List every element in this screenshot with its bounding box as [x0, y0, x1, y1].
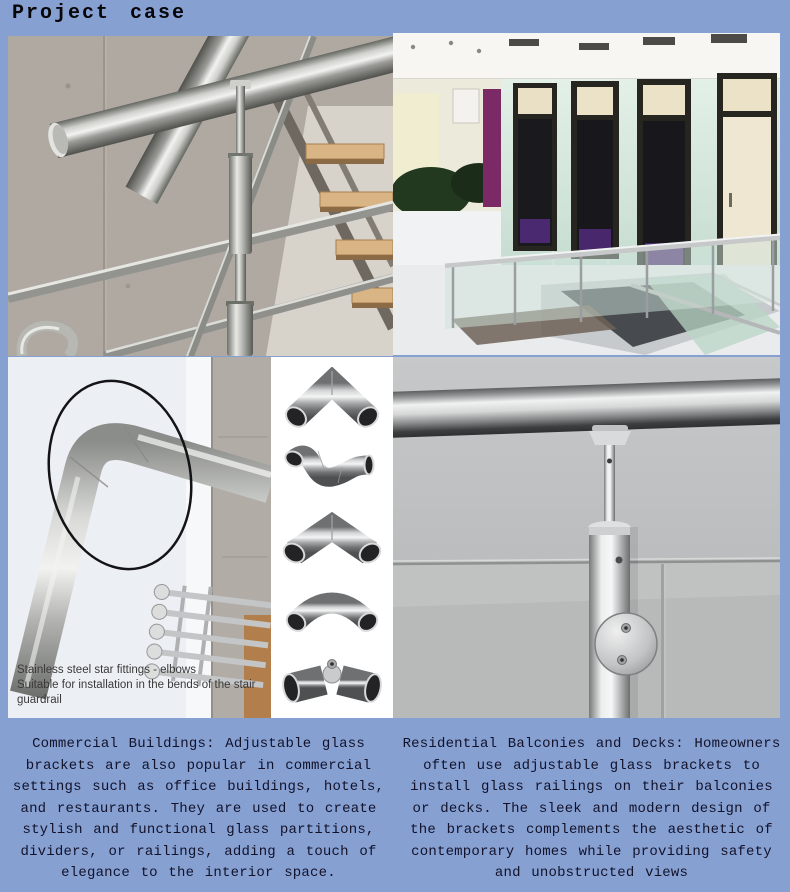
- photo-glass-clamp-post: [393, 357, 780, 718]
- photo-caption-line1: Stainless steel star fittings - elbows: [17, 664, 196, 676]
- elbow-fittings-column: [271, 357, 393, 718]
- description-text-row: [0, 718, 790, 885]
- elbow-fitting-3: [280, 507, 384, 569]
- page-title: Project case: [12, 2, 187, 25]
- interior-illustration: [393, 33, 780, 355]
- photo-caption: [17, 663, 271, 708]
- photo-stair-handrail: [8, 36, 393, 356]
- photo-caption-line2: Suitable for installation in the bends of the stair guardrail: [17, 679, 256, 706]
- glass-clamp-illustration: [393, 357, 780, 718]
- paragraph-commercial: Commercial Buildings: Adjustable glass brackets are also popular in commercial settings such as office buildings, hotels, and restaurants. They are used to create stylish and functional glass partitions, dividers, or railings, adding a touch of elegance to the interior space.: [12, 736, 385, 881]
- photo-glass-railing-interior: [393, 33, 780, 355]
- elbow-fitting-2: [280, 437, 384, 499]
- elbow-fitting-4: [280, 576, 384, 638]
- stair-handrail-illustration: [8, 36, 393, 356]
- paragraph-residential: Residential Balconies and Decks: Homeowners often use adjustable glass brackets to install glass railings on their balconies or decks. The sleek and modern design of the brackets complements the aesthetic of contemporary homes while providing safety and unobstructed views: [402, 736, 781, 881]
- elbow-fitting-1: [280, 367, 384, 429]
- photo-elbow-corner-annotated: [8, 357, 271, 718]
- elbow-fitting-5: [280, 646, 384, 708]
- glass-clamp-disc: [595, 613, 657, 675]
